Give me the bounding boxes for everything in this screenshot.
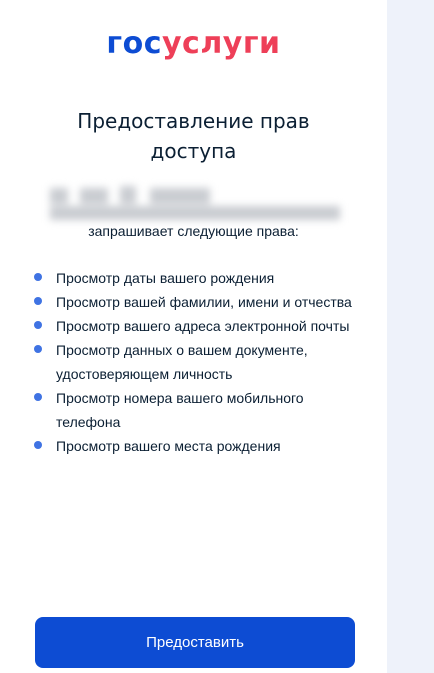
permission-label: Просмотр вашего адреса электронной почты [56, 318, 350, 334]
permission-item [34, 386, 364, 434]
permission-label: Просмотр номера вашего мобильного телефона [56, 390, 304, 430]
logo-part-uslugi: услуги [162, 26, 281, 61]
bullet-icon [34, 441, 42, 449]
grant-button[interactable]: Предоставить [35, 617, 355, 668]
requests-text: запрашивает следующие права: [88, 223, 299, 239]
logo-part-gos: гос [106, 26, 162, 61]
bullet-icon [34, 393, 42, 401]
page-title: Предоставление прав доступа [77, 109, 310, 163]
permission-label: Просмотр данных о вашем документе, удостоверяющем личность [56, 342, 308, 382]
bullet-icon [34, 321, 42, 329]
permissions-list [34, 266, 364, 458]
permission-label: Просмотр вашей фамилии, имени и отчества [56, 294, 352, 310]
bullet-icon [34, 345, 42, 353]
permission-item [34, 314, 364, 338]
permission-item [34, 290, 364, 314]
permission-label: Просмотр вашего места рождения [56, 438, 281, 454]
permission-item [34, 434, 364, 458]
permission-label: Просмотр даты вашего рождения [56, 270, 275, 286]
gosuslugi-logo [0, 26, 387, 61]
bullet-icon [34, 273, 42, 281]
bullet-icon [34, 297, 42, 305]
permission-item [34, 266, 364, 290]
page-background [387, 0, 434, 673]
permission-item [34, 338, 364, 386]
blurred-app-name [50, 184, 340, 220]
